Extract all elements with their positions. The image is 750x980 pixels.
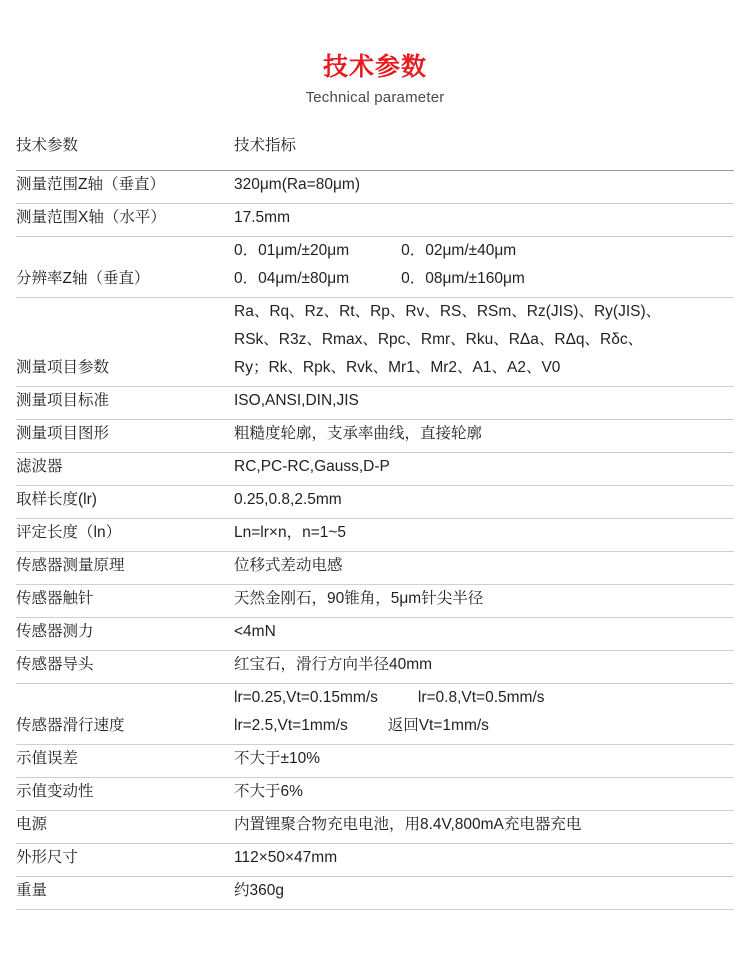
row-label: 分辨率Z轴（垂直）	[16, 237, 234, 298]
table-row	[16, 684, 734, 745]
row-label: 取样长度(lr)	[16, 486, 234, 519]
table-row	[16, 387, 734, 420]
row-value: 112×50×47mm	[234, 844, 734, 877]
resolution-line2-b: 0．08μm/±160μm	[401, 270, 525, 287]
table-row	[16, 618, 734, 651]
speed-line2-a: lr=2.5,Vt=1mm/s	[234, 717, 348, 734]
row-label: 测量范围Z轴（垂直）	[16, 171, 234, 204]
row-value: 内置锂聚合物充电电池，用8.4V,800mA充电器充电	[234, 811, 734, 844]
row-label: 传感器触针	[16, 585, 234, 618]
column-header-index: 技术指标	[234, 132, 734, 171]
table-row	[16, 585, 734, 618]
row-value: Ln=lr×n，n=1~5	[234, 519, 734, 552]
page-title-cn: 技术参数	[322, 53, 427, 81]
row-value	[234, 237, 734, 298]
table-row	[16, 778, 734, 811]
row-label: 重量	[16, 877, 234, 910]
row-label: 测量项目参数	[16, 298, 234, 387]
table-row	[16, 171, 734, 204]
row-value-line	[234, 237, 734, 265]
row-value-line: Ra、Rq、Rz、Rt、Rp、Rv、RS、RSm、Rz(JIS)、Ry(JIS)、	[234, 303, 662, 320]
row-value	[234, 298, 734, 387]
table-row	[16, 877, 734, 910]
row-label: 测量项目图形	[16, 420, 234, 453]
page-title-en: Technical parameter	[305, 89, 445, 106]
row-value: 红宝石，滑行方向半径40mm	[234, 651, 734, 684]
table-row	[16, 298, 734, 387]
speed-line2-b: 返回Vt=1mm/s	[387, 717, 489, 734]
table-row	[16, 486, 734, 519]
row-value: 320μm(Ra=80μm)	[234, 171, 734, 204]
table-row	[16, 552, 734, 585]
table-row	[16, 453, 734, 486]
row-label: 外形尺寸	[16, 844, 234, 877]
row-value: RC,PC-RC,Gauss,D-P	[234, 453, 734, 486]
row-value: 约360g	[234, 877, 734, 910]
row-value: 不大于6%	[234, 778, 734, 811]
speed-line1-b: lr=0.8,Vt=0.5mm/s	[417, 689, 545, 706]
row-label: 测量范围X轴（水平）	[16, 204, 234, 237]
table-row	[16, 844, 734, 877]
table-row	[16, 519, 734, 552]
table-row	[16, 651, 734, 684]
row-value: 天然金刚石，90锥角，5μm针尖半径	[234, 585, 734, 618]
table-row	[16, 811, 734, 844]
row-label: 传感器测量原理	[16, 552, 234, 585]
row-label: 测量项目标准	[16, 387, 234, 420]
row-label: 电源	[16, 811, 234, 844]
row-label: 传感器测力	[16, 618, 234, 651]
resolution-line1-a: 0．01μm/±20μm	[234, 242, 350, 259]
row-label: 传感器滑行速度	[16, 684, 234, 745]
row-label: 传感器导头	[16, 651, 234, 684]
row-label: 滤波器	[16, 453, 234, 486]
row-value: 粗糙度轮廓，支承率曲线，直接轮廓	[234, 420, 734, 453]
column-header-parameter: 技术参数	[16, 132, 234, 171]
resolution-line2-a: 0．04μm/±80μm	[234, 270, 350, 287]
table-row	[16, 745, 734, 778]
speed-line1-a: lr=0.25,Vt=0.15mm/s	[234, 689, 378, 706]
table-row	[16, 204, 734, 237]
table-header-row	[16, 132, 734, 171]
row-value-line: RSk、R3z、Rmax、Rpc、Rmr、Rku、RΔa、RΔq、Rδc、	[234, 331, 644, 348]
table-row	[16, 420, 734, 453]
row-value: <4mN	[234, 618, 734, 651]
table-row	[16, 237, 734, 298]
row-value: 0.25,0.8,2.5mm	[234, 486, 734, 519]
row-value	[234, 684, 734, 745]
technical-parameter-table	[16, 132, 734, 910]
row-label: 示值变动性	[16, 778, 234, 811]
row-value-line	[234, 684, 734, 712]
row-value-line: Ry；Rk、Rpk、Rvk、Mr1、Mr2、A1、A2、V0	[234, 359, 561, 376]
row-value-line	[234, 712, 734, 740]
row-value: ISO,ANSI,DIN,JIS	[234, 387, 734, 420]
row-label: 示值误差	[16, 745, 234, 778]
row-label: 评定长度（ln）	[16, 519, 234, 552]
page-header	[16, 0, 734, 106]
row-value: 位移式差动电感	[234, 552, 734, 585]
row-value: 不大于±10%	[234, 745, 734, 778]
row-value-line	[234, 265, 734, 293]
row-value: 17.5mm	[234, 204, 734, 237]
resolution-line1-b: 0．02μm/±40μm	[401, 242, 517, 259]
